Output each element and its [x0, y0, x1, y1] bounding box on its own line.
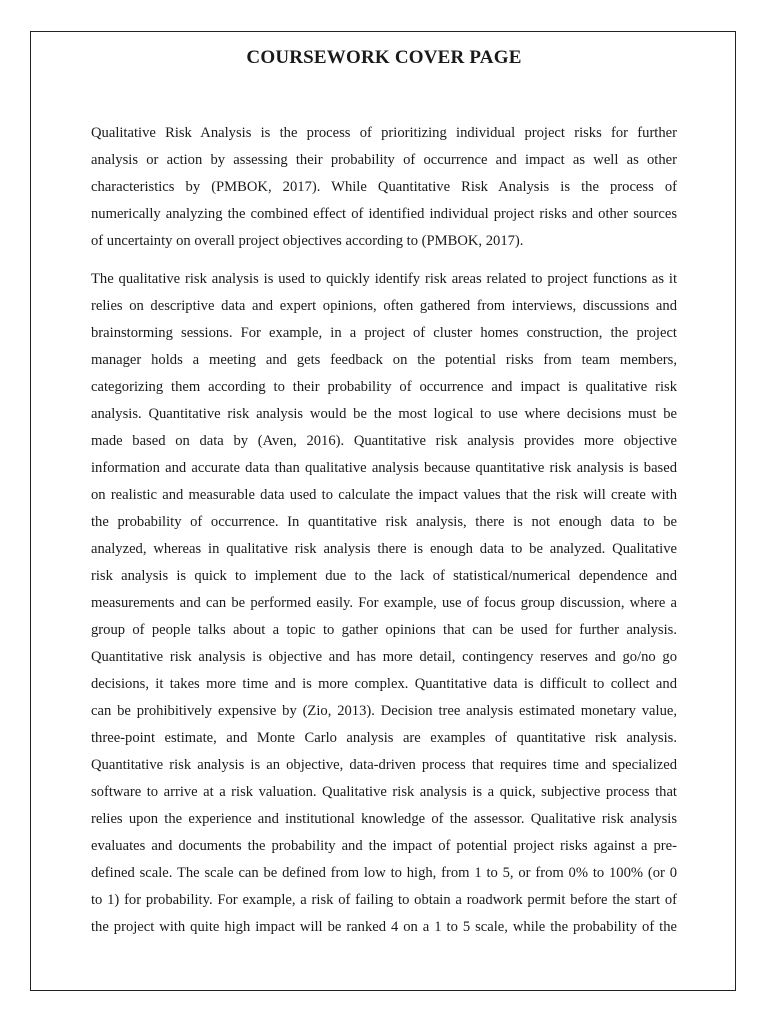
paragraph-container — [91, 120, 677, 941]
paragraph-2-line: analyzed, whereas in qualitative risk analysis there is enough data to be analyzed. Qualitative — [91, 541, 677, 557]
paragraph-2-line: defined scale. The scale can be defined from low to high, from 1 to 5, or from 0% to 100% (or 0 — [91, 865, 677, 881]
paragraph-2-line: risk analysis is quick to implement due to the lack of statistical/numerical dependence and — [91, 568, 677, 584]
paragraph-2-line: relies upon the experience and institutional knowledge of the assessor. Qualitative risk analysis — [91, 811, 677, 827]
paragraph-2-line: made based on data by (Aven, 2016). Quantitative risk analysis provides more objective — [91, 433, 677, 449]
document-body — [91, 120, 677, 941]
paragraph-1-line: Qualitative Risk Analysis is the process of prioritizing individual project risks for further — [91, 125, 677, 141]
paragraph-1-line: characteristics by (PMBOK, 2017). While Quantitative Risk Analysis is the process of — [91, 179, 677, 195]
paragraph-2-line: analysis. Quantitative risk analysis would be the most logical to use where decisions must be — [91, 406, 677, 422]
paragraph-2-line: brainstorming sessions. For example, in a project of cluster homes construction, the project — [91, 325, 677, 341]
paragraph-2-line: information and accurate data than qualitative analysis because quantitative risk analysis is based — [91, 460, 677, 476]
paragraph-2-line: the probability of occurrence. In quantitative risk analysis, there is not enough data to be — [91, 514, 677, 530]
paragraph-2-line: three-point estimate, and Monte Carlo analysis are examples of quantitative risk analysis. — [91, 730, 677, 746]
paragraph-2-line: decisions, it takes more time and is more complex. Quantitative data is difficult to collect and — [91, 676, 677, 692]
paragraph-2-line: The qualitative risk analysis is used to quickly identify risk areas related to project functions as it — [91, 271, 677, 287]
paragraph-2-line: Quantitative risk analysis is objective and has more detail, contingency reserves and go/no go — [91, 649, 677, 665]
paragraph-2-line: relies on descriptive data and expert opinions, often gathered from interviews, discussions and — [91, 298, 677, 314]
paragraph-2-line: categorizing them according to their probability of occurrence and impact is qualitative risk — [91, 379, 677, 395]
paragraph-2-line: evaluates and documents the probability and the impact of potential project risks against a pre- — [91, 838, 677, 854]
paragraph-2-line: Quantitative risk analysis is an objective, data-driven process that requires time and specialized — [91, 757, 677, 773]
paragraph-2-line: on realistic and measurable data used to calculate the impact values that the risk will create with — [91, 487, 677, 503]
paragraph-1-line: numerically analyzing the combined effect of identified individual project risks and other sources — [91, 206, 677, 222]
paragraph-2-line: measurements and can be performed easily. For example, use of focus group discussion, where a — [91, 595, 677, 611]
paragraph-2-line: to 1) for probability. For example, a risk of failing to obtain a roadwork permit before the start of — [91, 892, 677, 908]
page-title: COURSEWORK COVER PAGE — [246, 47, 522, 68]
paragraph-2-line: manager holds a meeting and gets feedback on the potential risks from team members, — [91, 352, 677, 368]
paragraph-1-line: analysis or action by assessing their probability of occurrence and impact as well as other — [91, 152, 677, 168]
paragraph-2-line: the project with quite high impact will be ranked 4 on a 1 to 5 scale, while the probability of the — [91, 919, 677, 935]
paragraph-1-line: of uncertainty on overall project objectives according to (PMBOK, 2017). — [91, 233, 524, 249]
paragraph-2-line: can be prohibitively expensive by (Zio, 2013). Decision tree analysis estimated monetary value, — [91, 703, 677, 719]
paragraph-2-line: software to arrive at a risk valuation. Qualitative risk analysis is a quick, subjective process that — [91, 784, 677, 800]
paragraph-2-line: group of people talks about a topic to gather opinions that can be used for further analysis. — [91, 622, 677, 638]
